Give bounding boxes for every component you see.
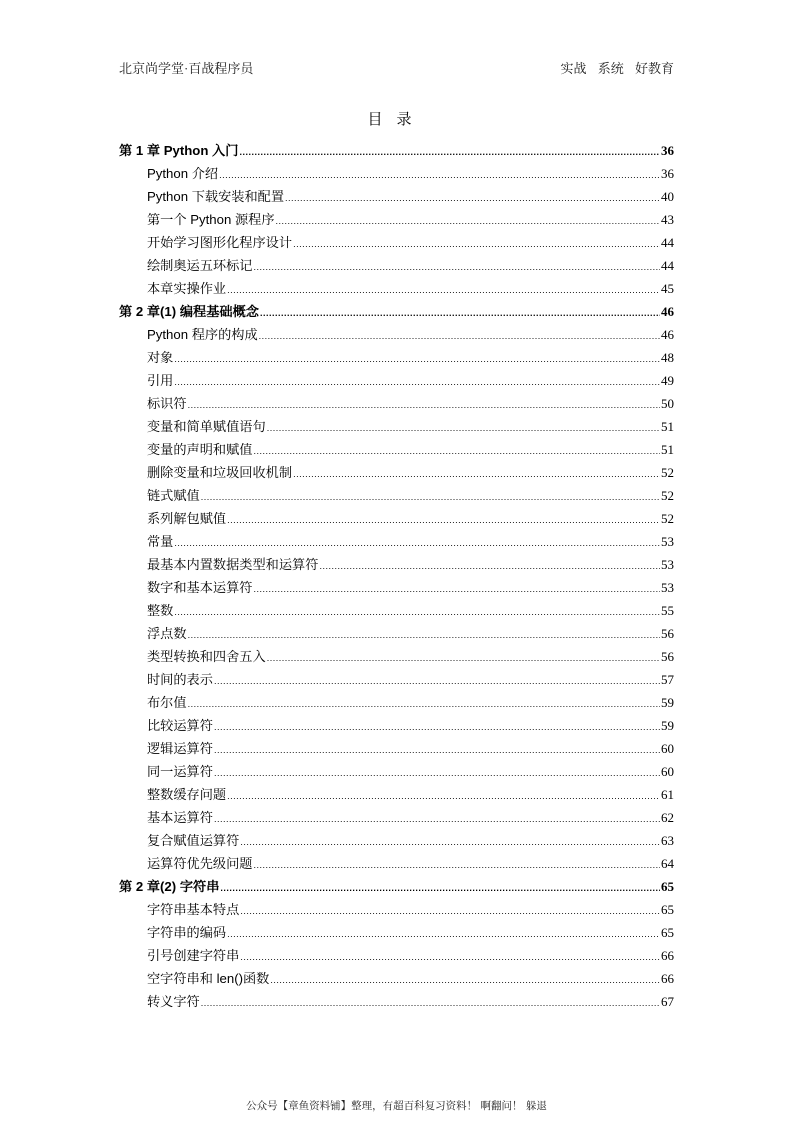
- toc-entry-page-number: 43: [661, 212, 674, 227]
- toc-entry-page-number: 36: [661, 143, 674, 158]
- toc-section-entry[interactable]: [119, 554, 674, 577]
- toc-section-entry[interactable]: [119, 531, 674, 554]
- toc-section-entry[interactable]: [119, 577, 674, 600]
- toc-entry-label: 空字符串和 len()函数: [147, 971, 270, 986]
- toc-section-entry[interactable]: [119, 623, 674, 646]
- toc-section-entry[interactable]: [119, 738, 674, 761]
- toc-entry-page-number: 60: [661, 764, 674, 779]
- toc-entry-label: 开始学习图形化程序设计: [147, 235, 293, 250]
- dot-leader: [240, 837, 660, 847]
- dot-leader: [227, 791, 660, 801]
- dot-leader: [240, 906, 660, 916]
- toc-entry-label: 基本运算符: [147, 810, 213, 825]
- toc-entry-page-number: 51: [661, 442, 674, 457]
- toc-section-entry[interactable]: [119, 945, 674, 968]
- toc-entry-label: 引用: [147, 373, 174, 388]
- toc-entry-label: 类型转换和四舍五入: [147, 649, 266, 664]
- toc-entry-label: Python 下载安装和配置: [147, 189, 285, 204]
- toc-entry-page-number: 46: [661, 327, 674, 342]
- toc-entry-page-number: 65: [661, 879, 674, 894]
- header-right: [552, 58, 674, 77]
- toc-entry-page-number: 53: [661, 557, 674, 572]
- toc-entry-label: 第 2 章(2) 字符串: [119, 879, 220, 894]
- toc-entry-label: 绘制奥运五环标记: [147, 258, 253, 273]
- dot-leader: [174, 377, 660, 387]
- toc-entry-page-number: 50: [661, 396, 674, 411]
- dot-leader: [285, 193, 660, 203]
- toc-section-entry[interactable]: [119, 439, 674, 462]
- header-right-word: 好教育: [634, 61, 674, 76]
- dot-leader: [227, 515, 660, 525]
- toc-entry-page-number: 48: [661, 350, 674, 365]
- dot-leader: [174, 607, 660, 617]
- toc-section-entry[interactable]: [119, 232, 674, 255]
- toc-section-entry[interactable]: [119, 646, 674, 669]
- dot-leader: [260, 308, 660, 318]
- toc-section-entry[interactable]: [119, 370, 674, 393]
- toc-entry-page-number: 65: [661, 925, 674, 940]
- toc-entry-label: 字符串基本特点: [147, 902, 240, 917]
- toc-entry-page-number: 45: [661, 281, 674, 296]
- toc-chapter-entry[interactable]: [119, 301, 674, 324]
- toc-entry-page-number: 52: [661, 488, 674, 503]
- toc-entry-page-number: 67: [661, 994, 674, 1009]
- toc-chapter-entry[interactable]: [119, 876, 674, 899]
- toc-entry-label: 常量: [147, 534, 174, 549]
- toc-section-entry[interactable]: [119, 807, 674, 830]
- dot-leader: [227, 285, 660, 295]
- toc-entry-label: 第 1 章 Python 入门: [119, 143, 239, 158]
- toc-section-entry[interactable]: [119, 669, 674, 692]
- toc-section-entry[interactable]: [119, 163, 674, 186]
- toc-entry-page-number: 56: [661, 626, 674, 641]
- toc-section-entry[interactable]: [119, 922, 674, 945]
- toc-section-entry[interactable]: [119, 830, 674, 853]
- toc-entry-label: 运算符优先级问题: [147, 856, 253, 871]
- toc-entry-page-number: 59: [661, 695, 674, 710]
- toc-entry-label: 第一个 Python 源程序: [147, 212, 275, 227]
- dot-leader: [214, 768, 660, 778]
- toc-entry-page-number: 65: [661, 902, 674, 917]
- dot-leader: [259, 331, 660, 341]
- dot-leader: [214, 722, 660, 732]
- dot-leader: [319, 561, 660, 571]
- dot-leader: [174, 538, 660, 548]
- toc-entry-label: 引号创建字符串: [147, 948, 240, 963]
- toc-entry-page-number: 66: [661, 948, 674, 963]
- toc-section-entry[interactable]: [119, 715, 674, 738]
- toc-entry-page-number: 61: [661, 787, 674, 802]
- toc-entry-page-number: 63: [661, 833, 674, 848]
- toc-entry-page-number: 66: [661, 971, 674, 986]
- toc-entry-label: 布尔值: [147, 695, 187, 710]
- toc-entry-label: 整数缓存问题: [147, 787, 227, 802]
- toc-entry-label: 逻辑运算符: [147, 741, 213, 756]
- dot-leader: [240, 952, 660, 962]
- toc-entry-page-number: 60: [661, 741, 674, 756]
- toc-section-entry[interactable]: [119, 600, 674, 623]
- toc-chapter-entry[interactable]: [119, 140, 674, 163]
- toc-entry-label: 字符串的编码: [147, 925, 227, 940]
- toc-entry-label: 变量和简单赋值语句: [147, 419, 266, 434]
- toc-entry-label: 系列解包赋值: [147, 511, 227, 526]
- toc-entry-page-number: 40: [661, 189, 674, 204]
- toc-entry-label: 变量的声明和赋值: [147, 442, 253, 457]
- dot-leader: [220, 883, 660, 893]
- toc-section-entry[interactable]: [119, 784, 674, 807]
- toc-section-entry[interactable]: [119, 761, 674, 784]
- toc-entry-label: 本章实操作业: [147, 281, 227, 296]
- dot-leader: [214, 814, 660, 824]
- toc-entry-label: 整数: [147, 603, 174, 618]
- dot-leader: [239, 147, 660, 157]
- toc-entry-label: 对象: [147, 350, 174, 365]
- toc-entry-page-number: 52: [661, 511, 674, 526]
- toc-section-entry[interactable]: [119, 393, 674, 416]
- toc-entry-label: 复合赋值运算符: [147, 833, 240, 848]
- dot-leader: [188, 400, 660, 410]
- dot-leader: [227, 929, 660, 939]
- dot-leader: [293, 469, 660, 479]
- toc-entry-page-number: 36: [661, 166, 674, 181]
- toc-section-entry[interactable]: [119, 462, 674, 485]
- dot-leader: [254, 262, 661, 272]
- toc-entry-label: 时间的表示: [147, 672, 213, 687]
- toc-section-entry[interactable]: [119, 416, 674, 439]
- toc-entry-page-number: 56: [661, 649, 674, 664]
- toc-section-entry[interactable]: [119, 324, 674, 347]
- table-of-contents: [119, 140, 674, 1014]
- toc-section-entry[interactable]: [119, 278, 674, 301]
- toc-entry-label: 浮点数: [147, 626, 187, 641]
- page-footer: 公众号【章鱼资料铺】整理，有超百科复习资料！ 啊翻问！ 躲退: [246, 1100, 547, 1112]
- toc-entry-label: 第 2 章(1) 编程基础概念: [119, 304, 259, 319]
- toc-entry-label: 同一运算符: [147, 764, 213, 779]
- dot-leader: [254, 446, 661, 456]
- toc-section-entry[interactable]: [119, 255, 674, 278]
- toc-entry-page-number: 46: [661, 304, 674, 319]
- dot-leader: [254, 584, 661, 594]
- toc-section-entry[interactable]: [119, 991, 674, 1014]
- toc-entry-label: 转义字符: [147, 994, 200, 1009]
- toc-entry-page-number: 59: [661, 718, 674, 733]
- header-right-word: 系统: [597, 61, 624, 76]
- dot-leader: [219, 170, 660, 180]
- toc-entry-page-number: 52: [661, 465, 674, 480]
- toc-section-entry[interactable]: [119, 209, 674, 232]
- toc-title: 目录: [367, 110, 426, 128]
- header-left-text: 北京尚学堂·百战程序员: [119, 61, 254, 76]
- toc-section-entry[interactable]: [119, 508, 674, 531]
- dot-leader: [267, 653, 660, 663]
- dot-leader: [270, 975, 660, 985]
- toc-section-entry[interactable]: [119, 968, 674, 991]
- toc-entry-page-number: 64: [661, 856, 674, 871]
- toc-section-entry[interactable]: [119, 485, 674, 508]
- toc-section-entry[interactable]: [119, 347, 674, 370]
- toc-entry-label: 数字和基本运算符: [147, 580, 253, 595]
- toc-entry-page-number: 44: [661, 258, 674, 273]
- dot-leader: [267, 423, 660, 433]
- dot-leader: [214, 745, 660, 755]
- toc-entry-label: Python 介绍: [147, 166, 219, 181]
- toc-entry-label: 链式赋值: [147, 488, 200, 503]
- toc-section-entry[interactable]: [119, 899, 674, 922]
- toc-section-entry[interactable]: [119, 692, 674, 715]
- dot-leader: [293, 239, 660, 249]
- toc-section-entry[interactable]: [119, 853, 674, 876]
- toc-entry-label: 最基本内置数据类型和运算符: [147, 557, 319, 572]
- toc-entry-page-number: 44: [661, 235, 674, 250]
- toc-entry-page-number: 53: [661, 580, 674, 595]
- toc-entry-page-number: 53: [661, 534, 674, 549]
- toc-entry-page-number: 49: [661, 373, 674, 388]
- toc-entry-label: 比较运算符: [147, 718, 213, 733]
- dot-leader: [201, 492, 660, 502]
- dot-leader: [188, 699, 660, 709]
- toc-entry-page-number: 57: [661, 672, 674, 687]
- toc-entry-label: 标识符: [147, 396, 187, 411]
- dot-leader: [188, 630, 660, 640]
- dot-leader: [254, 860, 661, 870]
- toc-entry-label: Python 程序的构成: [147, 327, 258, 342]
- toc-entry-page-number: 51: [661, 419, 674, 434]
- toc-entry-label: 删除变量和垃圾回收机制: [147, 465, 293, 480]
- toc-section-entry[interactable]: [119, 186, 674, 209]
- page-header: [119, 58, 674, 77]
- dot-leader: [214, 676, 660, 686]
- dot-leader: [174, 354, 660, 364]
- toc-entry-page-number: 62: [661, 810, 674, 825]
- toc-entry-page-number: 55: [661, 603, 674, 618]
- dot-leader: [276, 216, 660, 226]
- header-right-word: 实战: [560, 61, 587, 76]
- dot-leader: [201, 998, 660, 1008]
